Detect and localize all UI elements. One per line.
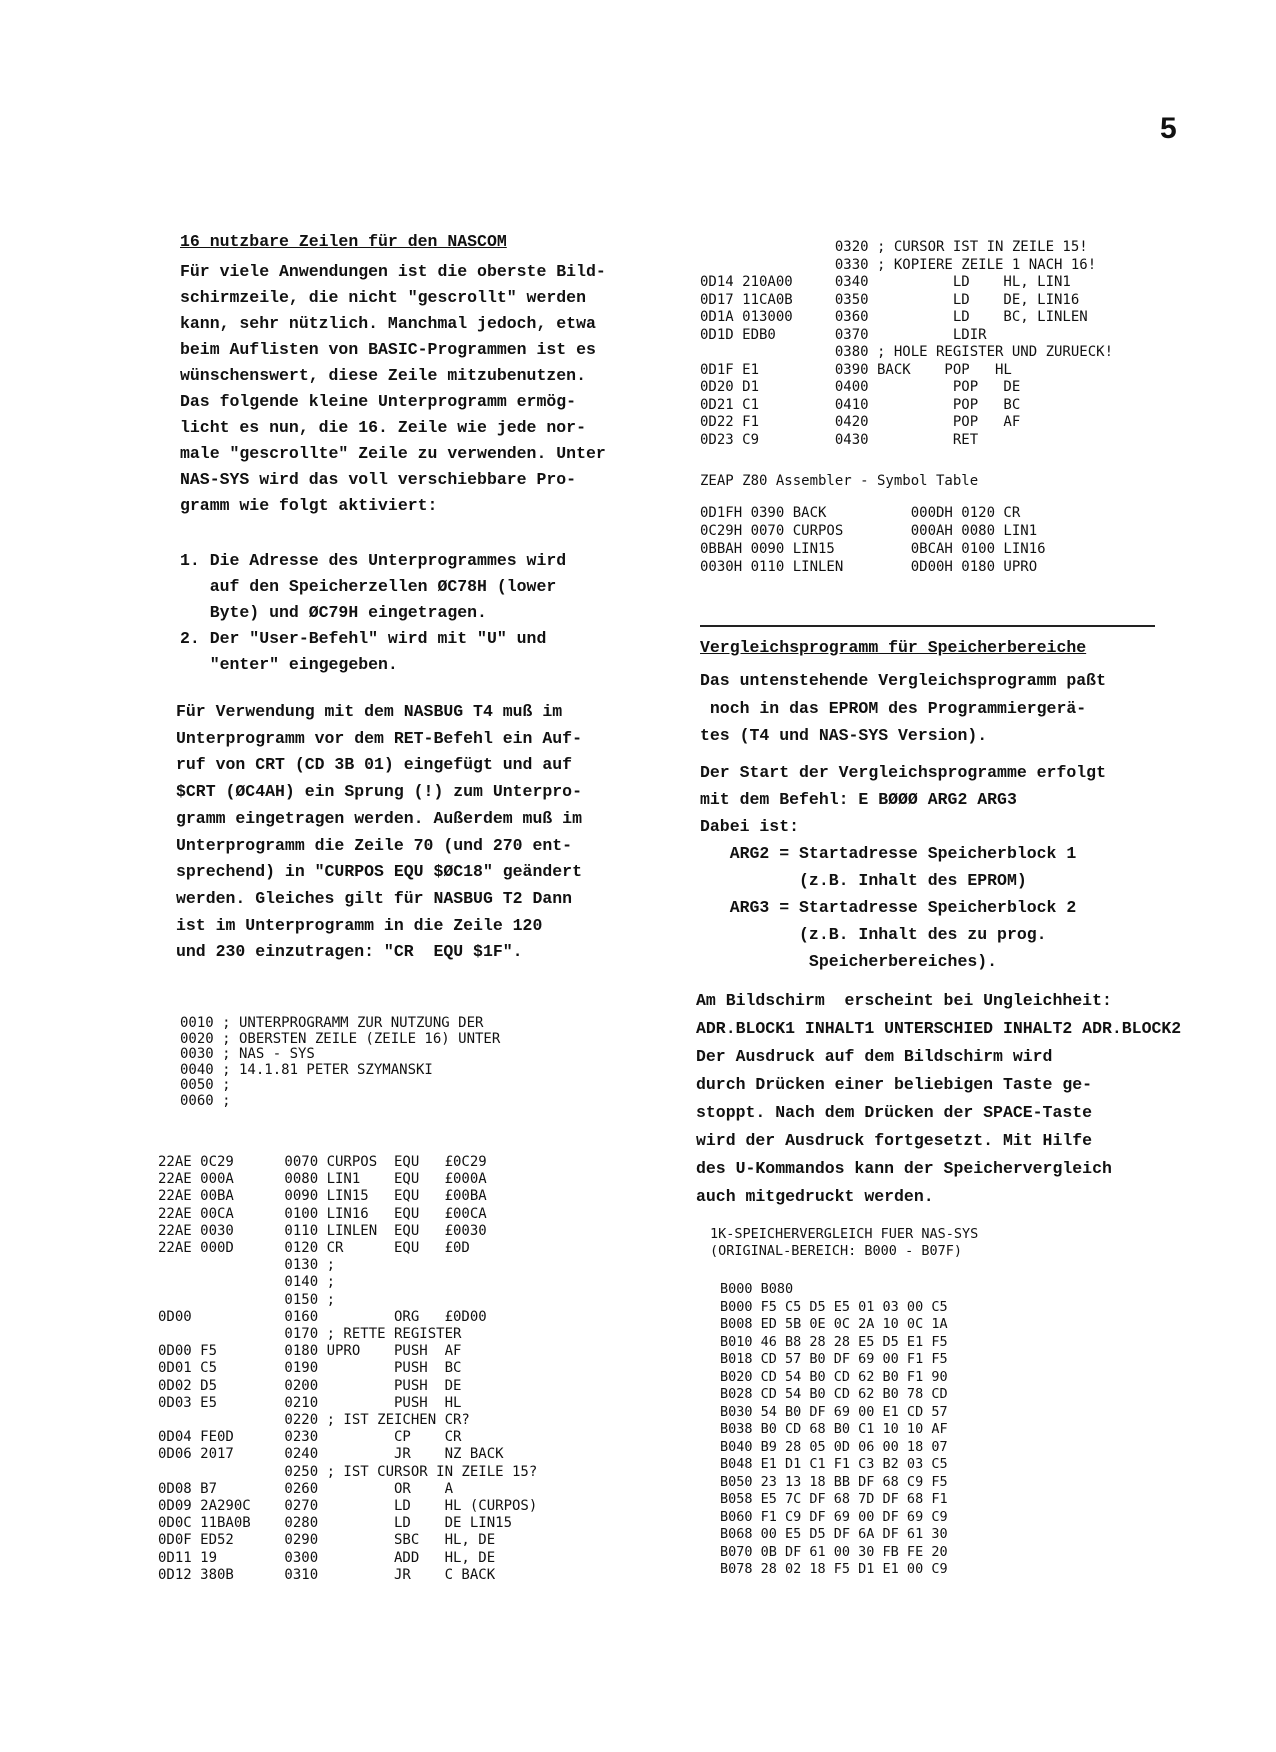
section-divider xyxy=(700,625,1155,627)
text-line: schirmzeile, die nicht "gescrollt" werden xyxy=(180,288,586,307)
dump-row: B068 00 E5 D5 DF 6A DF 61 30 xyxy=(720,1526,948,1542)
dump-row: B038 B0 CD 68 B0 C1 10 10 AF xyxy=(720,1421,948,1437)
comment-line: 0010 ; UNTERPROGRAMM ZUR NUTZUNG DER xyxy=(180,1015,484,1031)
comment-line: 0030 ; NAS - SYS xyxy=(180,1046,315,1062)
listing-line: 0250 ; IST CURSOR IN ZEILE 15? xyxy=(158,1463,538,1480)
listing-line: 0130 ; xyxy=(158,1257,336,1274)
text-line: kann, sehr nützlich. Manchmal jedoch, etwa xyxy=(180,314,596,333)
text-line: Unterprogramm die Zeile 70 (und 270 ent- xyxy=(176,835,573,855)
listing-line: 22AE 00BA 0090 LIN15 EQU £00BA xyxy=(158,1188,487,1205)
comment-line: 0020 ; OBERSTEN ZEILE (ZEILE 16) UNTER xyxy=(180,1030,501,1047)
text-line: (z.B. Inhalt des EPROM) xyxy=(700,871,1027,890)
listing-line: 22AE 000A 0080 LIN1 EQU £000A xyxy=(158,1171,487,1188)
dump-row: B060 F1 C9 DF 69 00 DF 69 C9 xyxy=(720,1508,948,1525)
dump-row: B050 23 13 18 BB DF 68 C9 F5 xyxy=(720,1473,948,1490)
listing-line: 0D23 C9 0430 RET xyxy=(700,431,979,448)
text-line: tes (T4 und NAS-SYS Version). xyxy=(700,726,988,745)
listing-line: 0140 ; xyxy=(158,1274,336,1291)
listing-line: 0D04 FE0D 0230 CP CR xyxy=(158,1429,462,1446)
dump-row: B070 0B DF 61 00 30 FB FE 20 xyxy=(720,1543,948,1560)
text-line: des U-Kommandos kann der Speichervergleich xyxy=(696,1159,1112,1178)
listing-line: 22AE 000D 0120 CR EQU £0D xyxy=(158,1240,470,1256)
dump-row: B058 E5 7C DF 68 7D DF 68 F1 xyxy=(720,1491,948,1507)
text-line: mit dem Befehl: E BØØØ ARG2 ARG3 xyxy=(700,790,1017,809)
text-line: wünschenswert, diese Zeile mitzubenutzen. xyxy=(180,366,586,385)
text-line: Das folgende kleine Unterprogramm ermög- xyxy=(180,392,577,411)
listing-line: 0220 ; IST ZEICHEN CR? xyxy=(158,1412,470,1428)
listing-line: 0D0F ED52 0290 SBC HL, DE xyxy=(158,1532,496,1549)
listing-line: 22AE 00CA 0100 LIN16 EQU £00CA xyxy=(158,1205,487,1222)
text-line: wird der Ausdruck fortgesetzt. Mit Hilfe xyxy=(696,1131,1093,1150)
dump-row: B000 F5 C5 D5 E5 01 03 00 C5 xyxy=(720,1298,948,1315)
symbol-table-title: ZEAP Z80 Assembler - Symbol Table xyxy=(700,473,979,489)
comment-line: 0050 ; xyxy=(180,1077,231,1093)
listing-line: 0170 ; RETTE REGISTER xyxy=(158,1326,462,1342)
listing-line: 0D21 C1 0410 POP BC xyxy=(700,396,1021,413)
listing-line: 0D22 F1 0420 POP AF xyxy=(700,414,1021,430)
right-section-heading: Vergleichsprogramm für Speicherbereiche xyxy=(700,638,1087,657)
text-line: NAS-SYS wird das voll verschiebbare Pro- xyxy=(180,470,577,489)
dump-row: B078 28 02 18 F5 D1 E1 00 C9 xyxy=(720,1561,948,1577)
listing-line: 0320 ; CURSOR IST IN ZEILE 15! xyxy=(700,239,1088,255)
comment-line: 0060 ; xyxy=(180,1092,231,1109)
listing-line: 0D1F E1 0390 BACK POP HL xyxy=(700,361,1012,378)
text-line: ARG3 = Startadresse Speicherblock 2 xyxy=(700,898,1077,917)
symbol-row: 0BBAH 0090 LIN15 0BCAH 0100 LIN16 xyxy=(700,541,1046,557)
list-line: 2. Der "User-Befehl" wird mit "U" und xyxy=(180,629,547,648)
listing-line: 0D1A 013000 0360 LD BC, LINLEN xyxy=(700,309,1088,325)
listing-line: 0D08 B7 0260 OR A xyxy=(158,1480,454,1497)
dump-title-line: 1K-SPEICHERVERGLEICH FUER NAS-SYS xyxy=(710,1226,979,1242)
text-line: male "gescrollte" Zeile zu verwenden. Unter xyxy=(180,444,606,463)
text-line: $CRT (ØC4AH) ein Sprung (!) zum Unterpro- xyxy=(176,782,582,802)
text-line: beim Auflisten von BASIC-Programmen ist es xyxy=(180,340,596,359)
text-line: Unterprogramm vor dem RET-Befehl ein Auf- xyxy=(176,728,582,748)
dump-row: B008 ED 5B 0E 0C 2A 10 0C 1A xyxy=(720,1316,948,1332)
dump-row: B040 B9 28 05 0D 06 00 18 07 xyxy=(720,1438,948,1455)
listing-line: 22AE 0C29 0070 CURPOS EQU £0C29 xyxy=(158,1154,487,1170)
text-line: stoppt. Nach dem Drücken der SPACE-Taste xyxy=(696,1103,1093,1122)
dump-row: B010 46 B8 28 28 E5 D5 E1 F5 xyxy=(720,1333,948,1350)
text-line: ruf von CRT (CD 3B 01) eingefügt und auf xyxy=(176,755,573,775)
text-line: Der Ausdruck auf dem Bildschirm wird xyxy=(696,1047,1053,1066)
symbol-row: 0D1FH 0390 BACK 000DH 0120 CR xyxy=(700,505,1021,521)
text-line: durch Drücken einer beliebigen Taste ge- xyxy=(696,1075,1093,1094)
text-line: gramm eingetragen werden. Außerdem muß im xyxy=(176,808,582,828)
listing-line: 0D00 0160 ORG £0D00 xyxy=(158,1308,487,1325)
text-line: Der Start der Vergleichsprogramme erfolgt xyxy=(700,763,1106,782)
dump-row: B020 CD 54 B0 CD 62 B0 F1 90 xyxy=(720,1368,948,1385)
dump-row: B030 54 B0 DF 69 00 E1 CD 57 xyxy=(720,1403,948,1420)
listing-line: 0D01 C5 0190 PUSH BC xyxy=(158,1360,462,1377)
listing-line: 0D00 F5 0180 UPRO PUSH AF xyxy=(158,1343,462,1360)
text-line: ist im Unterprogramm in die Zeile 120 xyxy=(176,915,543,935)
listing-line: 0D06 2017 0240 JR NZ BACK xyxy=(158,1446,504,1463)
dump-row: B000 B080 xyxy=(720,1281,794,1297)
text-line: Für Verwendung mit dem NASBUG T4 muß im xyxy=(176,702,563,721)
text-line: sprechend) in "CURPOS EQU $ØC18" geändert xyxy=(176,862,582,882)
listing-line: 0380 ; HOLE REGISTER UND ZURUECK! xyxy=(700,344,1114,360)
listing-line: 22AE 0030 0110 LINLEN EQU £0030 xyxy=(158,1222,487,1239)
text-line: noch in das EPROM des Programmiergerä- xyxy=(700,698,1087,718)
dump-row: B028 CD 54 B0 CD 62 B0 78 CD xyxy=(720,1386,948,1402)
text-line: Speicherbereiches). xyxy=(700,952,998,971)
text-line: ARG2 = Startadresse Speicherblock 1 xyxy=(700,844,1077,863)
text-line: werden. Gleiches gilt für NASBUG T2 Dann xyxy=(176,888,573,908)
dump-row: B048 E1 D1 C1 F1 C3 B2 03 C5 xyxy=(720,1456,948,1472)
text-line: Das untenstehende Vergleichsprogramm paßt xyxy=(700,671,1106,690)
text-line: licht es nun, die 16. Zeile wie jede nor- xyxy=(180,418,586,437)
left-section-heading: 16 nutzbare Zeilen für den NASCOM xyxy=(180,232,507,251)
listing-line: 0D14 210A00 0340 LD HL, LIN1 xyxy=(700,274,1071,290)
text-line: auch mitgedruckt werden. xyxy=(696,1187,934,1206)
dump-title-line: (ORIGINAL-BEREICH: B000 - B07F) xyxy=(710,1243,962,1259)
listing-line: 0D20 D1 0400 POP DE xyxy=(700,379,1021,395)
listing-line: 0D0C 11BA0B 0280 LD DE LIN15 xyxy=(158,1515,513,1532)
text-line: ADR.BLOCK1 INHALT1 UNTERSCHIED INHALT2 ADR.BLOCK2 xyxy=(696,1019,1182,1038)
listing-line: 0330 ; KOPIERE ZEILE 1 NACH 16! xyxy=(700,256,1097,273)
listing-line: 0D1D EDB0 0370 LDIR xyxy=(700,326,987,343)
comment-line: 0040 ; 14.1.81 PETER SZYMANSKI xyxy=(180,1061,433,1078)
dump-row: B018 CD 57 B0 DF 69 00 F1 F5 xyxy=(720,1351,948,1367)
text-line: Dabei ist: xyxy=(700,817,800,836)
page-number: 5 xyxy=(1160,112,1177,145)
list-line: 1. Die Adresse des Unterprogrammes wird xyxy=(180,551,567,570)
listing-line: 0D17 11CA0B 0350 LD DE, LIN16 xyxy=(700,291,1080,308)
listing-line: 0150 ; xyxy=(158,1291,336,1308)
listing-line: 0D09 2A290C 0270 LD HL (CURPOS) xyxy=(158,1498,538,1514)
text-line: Für viele Anwendungen ist die oberste Bild- xyxy=(180,262,606,281)
text-line: (z.B. Inhalt des zu prog. xyxy=(700,925,1047,944)
listing-line: 0D03 E5 0210 PUSH HL xyxy=(158,1394,462,1411)
list-line: Byte) und ØC79H eingetragen. xyxy=(180,603,487,622)
text-line: Am Bildschirm erscheint bei Ungleichheit: xyxy=(696,991,1112,1010)
listing-line: 0D11 19 0300 ADD HL, DE xyxy=(158,1549,496,1566)
list-line: auf den Speicherzellen ØC78H (lower xyxy=(180,577,557,596)
listing-line: 0D02 D5 0200 PUSH DE xyxy=(158,1377,462,1394)
text-line: und 230 einzutragen: "CR EQU $1F". xyxy=(176,942,523,962)
symbol-row: 0030H 0110 LINLEN 0D00H 0180 UPRO xyxy=(700,559,1038,575)
text-line: gramm wie folgt aktiviert: xyxy=(180,496,438,515)
symbol-row: 0C29H 0070 CURPOS 000AH 0080 LIN1 xyxy=(700,523,1038,539)
listing-line: 0D12 380B 0310 JR C BACK xyxy=(158,1566,496,1583)
list-line: "enter" eingegeben. xyxy=(180,655,398,674)
